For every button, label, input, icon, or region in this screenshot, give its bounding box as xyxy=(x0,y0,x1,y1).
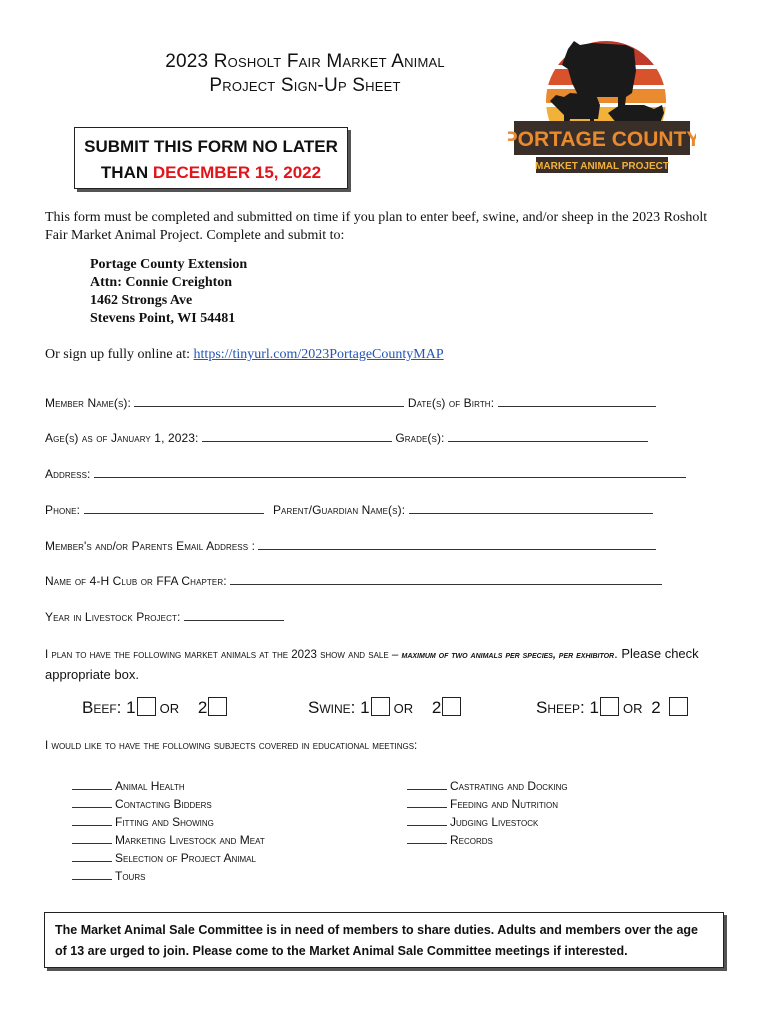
phone-label: Phone: xyxy=(45,503,81,517)
address-line-4: Stevens Point, WI 54481 xyxy=(90,311,236,326)
subject-label: Marketing Livestock and Meat xyxy=(115,833,265,847)
guardian-label: Parent/Guardian Name(s): xyxy=(272,503,406,517)
subject-label: Judging Livestock xyxy=(450,815,539,829)
deadline-prefix: THAN xyxy=(100,163,153,182)
subject-label: Records xyxy=(450,833,493,847)
form-title xyxy=(110,50,500,98)
subject-item xyxy=(407,813,568,831)
subject-blank[interactable] xyxy=(407,832,447,844)
subject-item xyxy=(72,777,265,795)
years-row xyxy=(45,608,284,624)
subject-blank[interactable] xyxy=(72,814,112,826)
sheep-one-label: 1 xyxy=(589,698,599,717)
signup-link[interactable]: https://tinyurl.com/2023PortageCountyMAP xyxy=(193,347,444,362)
intro-paragraph: This form must be completed and submitted on time if you plan to enter beef, swine, and/or sheep in the 2023 Rosholt Fair Market Animal Project. Complete and submit to: xyxy=(45,210,708,243)
swine-one-label: 1 xyxy=(360,698,370,717)
subject-item xyxy=(72,849,265,867)
grades-field[interactable] xyxy=(448,429,648,442)
member-names-field[interactable] xyxy=(134,394,404,407)
plan-text: I plan to have the following market animals at the 2023 show and sale – xyxy=(45,649,399,661)
beef-two-checkbox[interactable] xyxy=(208,697,227,716)
club-label: Name of 4-H Club or FFA Chapter: xyxy=(45,574,227,588)
title-line-2: Project Sign-Up Sheet xyxy=(209,75,401,96)
club-row xyxy=(45,572,662,588)
swine-or-label: OR xyxy=(393,701,414,716)
online-prefix: Or sign up fully online at: xyxy=(45,347,194,362)
subject-blank[interactable] xyxy=(72,850,112,862)
ages-field[interactable] xyxy=(202,429,392,442)
subject-item xyxy=(72,795,265,813)
title-line-1: 2023 Rosholt Fair Market Animal xyxy=(165,51,445,72)
address-line-3: 1462 Strongs Ave xyxy=(90,293,193,308)
subject-label: Tours xyxy=(115,869,146,883)
address-field[interactable] xyxy=(94,465,686,478)
subject-item xyxy=(72,813,265,831)
mailing-address xyxy=(90,256,247,328)
years-label: Year in Livestock Project: xyxy=(45,610,181,624)
committee-notice: The Market Animal Sale Committee is in need of members to share duties. Adults and members over the age of 13 are urged to join. Please come to the Market Animal Sale Committee meetings if interested. xyxy=(44,912,724,968)
deadline-line-1: SUBMIT THIS FORM NO LATER xyxy=(84,137,338,156)
portage-county-logo xyxy=(508,35,696,177)
member-names-row xyxy=(45,394,656,410)
beef-one-label: 1 xyxy=(126,698,136,717)
deadline-date: DECEMBER 15, 2022 xyxy=(152,163,322,182)
swine-selection xyxy=(308,697,461,718)
subjects-heading: I would like to have the following subjects covered in educational meetings: xyxy=(45,740,418,752)
beef-selection xyxy=(82,697,227,718)
phone-row xyxy=(45,501,653,517)
sheep-or-label: OR xyxy=(622,701,643,716)
sheep-label: Sheep: xyxy=(536,698,585,717)
subject-label: Castrating and Docking xyxy=(450,779,568,793)
subject-label: Selection of Project Animal xyxy=(115,851,256,865)
subjects-right-list xyxy=(407,777,568,849)
club-field[interactable] xyxy=(230,572,662,585)
grades-label: Grade(s): xyxy=(395,431,445,445)
subject-blank[interactable] xyxy=(72,796,112,808)
subject-blank[interactable] xyxy=(72,868,112,880)
subject-item xyxy=(407,831,568,849)
subject-label: Fitting and Showing xyxy=(115,815,214,829)
member-names-label: Member Name(s): xyxy=(45,396,131,410)
subject-blank[interactable] xyxy=(72,832,112,844)
logo-top-text: PORTAGE COUNTY xyxy=(508,128,696,151)
deadline-box xyxy=(74,127,348,189)
subject-label: Feeding and Nutrition xyxy=(450,797,558,811)
subject-item xyxy=(72,867,265,885)
email-field[interactable] xyxy=(258,537,656,550)
subject-blank[interactable] xyxy=(407,814,447,826)
email-label: Member's and/or Parents Email Address : xyxy=(45,539,256,553)
email-row xyxy=(45,537,656,553)
swine-one-checkbox[interactable] xyxy=(371,697,390,716)
years-field[interactable] xyxy=(184,608,284,621)
sheep-two-checkbox[interactable] xyxy=(669,697,688,716)
guardian-field[interactable] xyxy=(409,501,653,514)
ages-row xyxy=(45,429,648,445)
dob-label: Date(s) of Birth: xyxy=(407,396,495,410)
subject-label: Contacting Bidders xyxy=(115,797,212,811)
subjects-left-list xyxy=(72,777,265,885)
deadline-line-2 xyxy=(75,160,347,186)
beef-or-label: OR xyxy=(159,701,180,716)
subject-blank[interactable] xyxy=(72,778,112,790)
address-label: Address: xyxy=(45,467,91,481)
logo-graphic xyxy=(508,35,696,177)
sheep-one-checkbox[interactable] xyxy=(600,697,619,716)
address-line-2: Attn: Connie Creighton xyxy=(90,275,233,290)
address-line-1: Portage County Extension xyxy=(90,257,248,272)
subject-blank[interactable] xyxy=(407,796,447,808)
plan-emphasis: maximum of two animals per species, per exhibitor xyxy=(401,649,615,661)
swine-two-label: 2 xyxy=(431,698,442,717)
sheep-selection xyxy=(536,697,688,718)
dob-field[interactable] xyxy=(498,394,656,407)
beef-label: Beef: xyxy=(82,698,122,717)
ages-label: Age(s) as of January 1, 2023: xyxy=(45,431,199,445)
subject-blank[interactable] xyxy=(407,778,447,790)
subject-item xyxy=(72,831,265,849)
sheep-two-label: 2 xyxy=(651,698,661,717)
swine-two-checkbox[interactable] xyxy=(442,697,461,716)
plan-paragraph xyxy=(45,644,725,686)
subject-label: Animal Health xyxy=(115,779,185,793)
address-row xyxy=(45,465,686,481)
beef-one-checkbox[interactable] xyxy=(137,697,156,716)
beef-two-label: 2 xyxy=(197,698,208,717)
subject-item xyxy=(407,777,568,795)
phone-field[interactable] xyxy=(84,501,264,514)
subject-item xyxy=(407,795,568,813)
swine-label: Swine: xyxy=(308,698,356,717)
plan-check-text: . Please check appropriate box. xyxy=(45,646,699,682)
online-signup xyxy=(45,346,444,364)
logo-bottom-text: MARKET ANIMAL PROJECT xyxy=(535,161,669,172)
